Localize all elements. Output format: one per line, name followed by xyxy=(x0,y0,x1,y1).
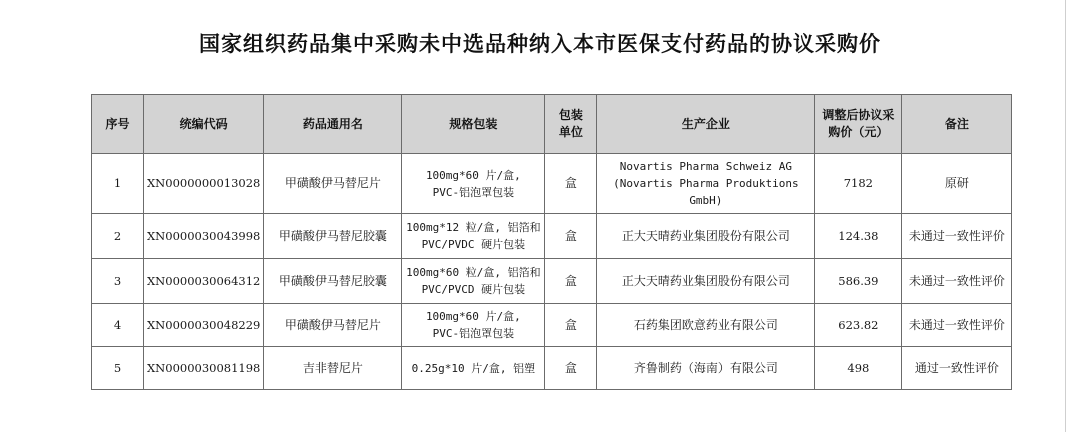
header-price-line1: 调整后协议采 xyxy=(822,108,895,122)
cell-maker: 正大天晴药业集团股份有限公司 xyxy=(597,259,815,304)
cell-maker-line3: GmbH) xyxy=(689,194,723,207)
cell-unit: 盒 xyxy=(545,347,597,390)
table-row xyxy=(92,259,1012,304)
cell-index: 2 xyxy=(92,214,144,259)
cell-note: 未通过一致性评价 xyxy=(902,214,1012,259)
cell-spec xyxy=(402,214,545,259)
cell-price: 124.38 xyxy=(815,214,902,259)
cell-note: 未通过一致性评价 xyxy=(902,304,1012,347)
cell-index: 5 xyxy=(92,347,144,390)
cell-spec xyxy=(402,154,545,214)
cell-note: 原研 xyxy=(902,154,1012,214)
table-row xyxy=(92,214,1012,259)
cell-code: XN0000030081198 xyxy=(144,347,264,390)
cell-maker: 正大天晴药业集团股份有限公司 xyxy=(597,214,815,259)
header-price-line2: 购价（元） xyxy=(828,125,889,139)
cell-unit: 盒 xyxy=(545,214,597,259)
header-unit-line1: 包装 xyxy=(558,108,583,122)
header-maker: 生产企业 xyxy=(597,95,815,154)
header-unit xyxy=(545,95,597,154)
cell-unit: 盒 xyxy=(545,304,597,347)
cell-name: 甲磺酸伊马替尼片 xyxy=(264,304,402,347)
cell-name: 吉非替尼片 xyxy=(264,347,402,390)
cell-code: XN0000030048229 xyxy=(144,304,264,347)
cell-index: 1 xyxy=(92,154,144,214)
cell-spec-line2: PVC-铝泡罩包装 xyxy=(432,185,515,199)
cell-index: 3 xyxy=(92,259,144,304)
cell-spec-line1: 100mg*60 片/盒, xyxy=(425,168,521,182)
page-edge-line xyxy=(1065,0,1066,432)
cell-price: 7182 xyxy=(815,154,902,214)
cell-spec xyxy=(402,259,545,304)
header-unit-line2: 单位 xyxy=(558,125,583,139)
cell-spec-line2: PVC/PVCD 硬片包装 xyxy=(421,283,526,296)
cell-unit: 盒 xyxy=(545,259,597,304)
cell-spec xyxy=(402,304,545,347)
cell-code: XN0000030064312 xyxy=(144,259,264,304)
header-index: 序号 xyxy=(92,95,144,154)
header-note: 备注 xyxy=(902,95,1012,154)
cell-name: 甲磺酸伊马替尼胶囊 xyxy=(264,259,402,304)
table-header-row xyxy=(92,95,1012,154)
price-table xyxy=(91,94,1012,390)
cell-spec-line1: 100mg*60 片/盒, xyxy=(425,310,521,323)
cell-price: 623.82 xyxy=(815,304,902,347)
header-name: 药品通用名 xyxy=(264,95,402,154)
cell-spec-line2: PVC/PVDC 硬片包装 xyxy=(421,238,526,251)
cell-spec-line1: 100mg*12 粒/盒, 铝箔和 xyxy=(406,221,541,234)
cell-name: 甲磺酸伊马替尼片 xyxy=(264,154,402,214)
cell-spec-line1: 100mg*60 粒/盒, 铝箔和 xyxy=(406,266,541,279)
cell-unit: 盒 xyxy=(545,154,597,214)
cell-maker: 石药集团欧意药业有限公司 xyxy=(597,304,815,347)
table-row xyxy=(92,304,1012,347)
cell-maker xyxy=(597,154,815,214)
page-title: 国家组织药品集中采购未中选品种纳入本市医保支付药品的协议采购价 xyxy=(199,32,881,56)
cell-code: XN0000000013028 xyxy=(144,154,264,214)
cell-note: 未通过一致性评价 xyxy=(902,259,1012,304)
cell-name: 甲磺酸伊马替尼胶囊 xyxy=(264,214,402,259)
cell-price: 586.39 xyxy=(815,259,902,304)
header-price xyxy=(815,95,902,154)
cell-maker-line1: Novartis Pharma Schweiz AG xyxy=(619,160,792,173)
table-row xyxy=(92,347,1012,390)
cell-spec: 0.25g*10 片/盒, 铝塑 xyxy=(402,347,545,390)
cell-note: 通过一致性评价 xyxy=(902,347,1012,390)
cell-maker: 齐鲁制药（海南）有限公司 xyxy=(597,347,815,390)
cell-price: 498 xyxy=(815,347,902,390)
table-row xyxy=(92,154,1012,214)
cell-code: XN0000030043998 xyxy=(144,214,264,259)
cell-maker-line2: (Novartis Pharma Produktions xyxy=(613,177,799,190)
cell-index: 4 xyxy=(92,304,144,347)
header-code: 统编代码 xyxy=(144,95,264,154)
cell-spec-line2: PVC-铝泡罩包装 xyxy=(432,327,515,340)
header-spec: 规格包装 xyxy=(402,95,545,154)
